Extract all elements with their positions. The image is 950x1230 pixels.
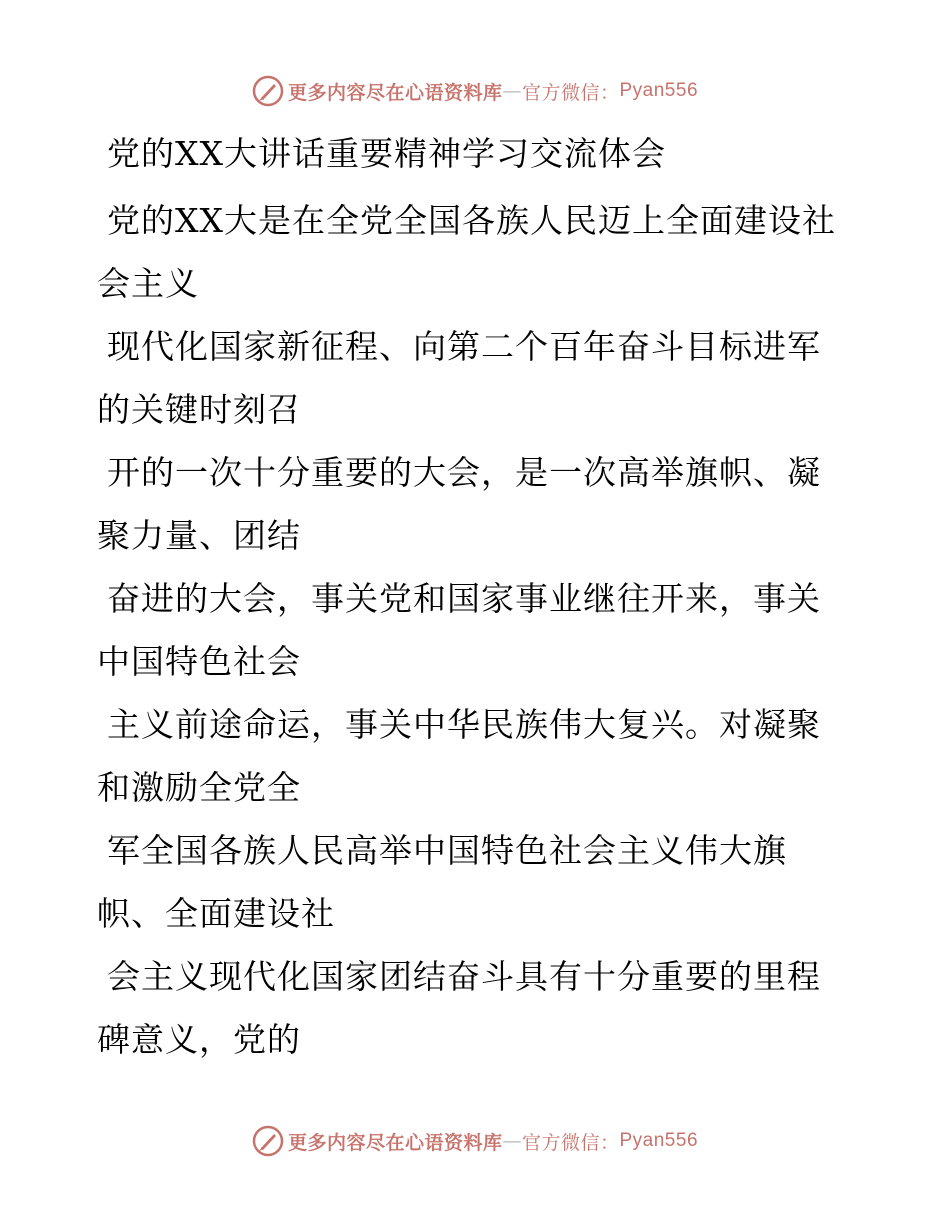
paragraph-line: 现代化国家新征程、向第二个百年奋斗目标进军 — [107, 327, 821, 366]
paragraph-line: 碑意义，党的 — [97, 1020, 301, 1059]
quill-logo-icon — [252, 75, 284, 107]
paragraph-line: 帜、全面建设社 — [97, 894, 335, 933]
header-banner — [0, 71, 950, 111]
footer-banner — [0, 1121, 950, 1161]
paragraph-4 — [97, 567, 857, 693]
paragraph-5 — [97, 693, 857, 819]
banner-text: 更多内容尽在心语资料库 — [287, 1131, 503, 1154]
banner-wechat-id: Pyan556 — [619, 80, 699, 101]
document-body — [97, 122, 857, 1071]
banner-wechat-label: 官方微信： — [521, 1131, 620, 1154]
paragraph-2 — [97, 315, 857, 441]
quill-logo-icon — [252, 1125, 284, 1157]
banner-dash: — — [502, 80, 522, 102]
paragraph-3 — [97, 441, 857, 567]
paragraph-line: 会主义 — [97, 264, 199, 303]
document-title — [97, 122, 857, 185]
paragraph-line: 主义前途命运，事关中华民族伟大复兴。对凝聚 — [107, 705, 821, 744]
paragraph-line: 和激励全党全 — [97, 768, 301, 807]
paragraph-line: 会主义现代化国家团结奋斗具有十分重要的里程 — [107, 957, 821, 996]
paragraph-1 — [97, 189, 857, 315]
paragraph-line: 的关键时刻召 — [97, 390, 301, 429]
banner-wechat-label: 官方微信： — [521, 81, 620, 104]
paragraph-6 — [97, 819, 857, 945]
paragraph-line: 奋进的大会，事关党和国家事业继往开来，事关 — [107, 579, 821, 618]
paragraph-7 — [97, 945, 857, 1071]
title-line: 党的XX大讲话重要精神学习交流体会 — [107, 134, 666, 173]
banner-dash: — — [502, 1130, 522, 1152]
paragraph-line: 党的XX大是在全党全国各族人民迈上全面建设社 — [107, 201, 836, 240]
paragraph-line: 聚力量、团结 — [97, 516, 301, 555]
paragraph-line: 军全国各族人民高举中国特色社会主义伟大旗 — [107, 831, 787, 870]
banner-text: 更多内容尽在心语资料库 — [287, 81, 503, 104]
paragraph-line: 中国特色社会 — [97, 642, 301, 681]
banner-wechat-id: Pyan556 — [619, 1130, 699, 1151]
paragraph-line: 开的一次十分重要的大会，是一次高举旗帜、凝 — [107, 453, 821, 492]
